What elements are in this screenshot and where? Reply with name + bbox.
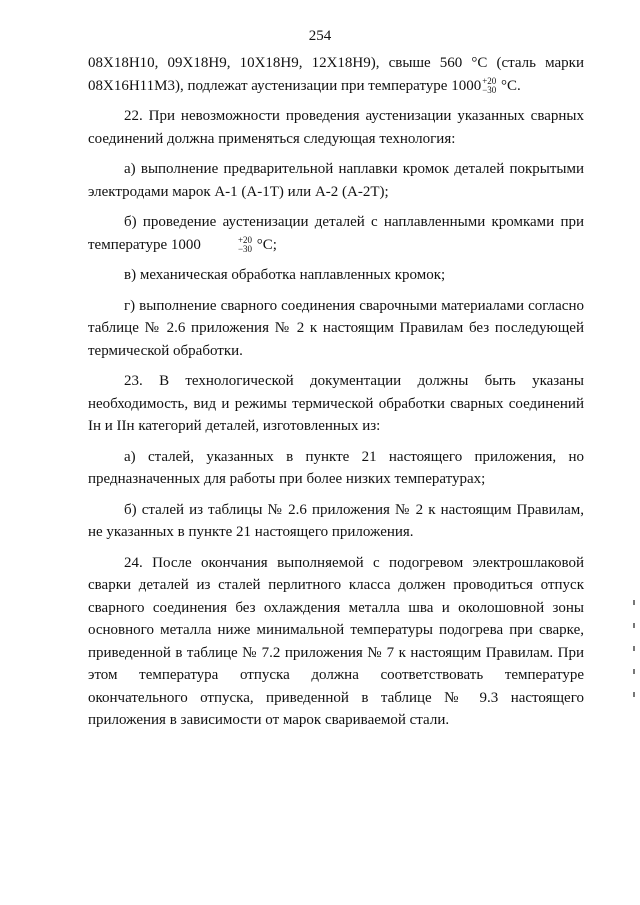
scan-mark xyxy=(633,646,635,651)
paragraph-24: 24. После окончания выполняемой с подогревом электрошлаковой сварки деталей из сталей перлитного класса должен проводиться отпуск сварного соединения без охлаждения металла шва и околошовной зоны основного металла ниже минимальной температуры подогрева при сварке, приведенной в таблице № 7.2 приложения № 7 к настоящим Правилам. При этом температура отпуска должна соответствовать температуре окончательного отпуска, приведенной в таблице № 9.3 настоящего приложения в зависимости от марок свариваемой стали. xyxy=(88,554,584,728)
document-body xyxy=(88,52,584,740)
temperature-tolerance xyxy=(482,77,496,95)
scan-mark xyxy=(633,669,635,674)
temperature-tolerance xyxy=(202,236,252,254)
paragraph-23-b: б) сталей из таблицы № 2.6 приложения № 2 к настоящим Правилам, не указанных в пункте 21 настоящего приложения. xyxy=(88,501,584,540)
scan-mark xyxy=(633,623,635,628)
text-run: б) проведение аустенизации деталей с наплавленными кромками при температуре 1000 xyxy=(88,214,584,253)
paragraph-22-g: г) выполнение сварного соединения сварочными материалами согласно таблице № 2.6 приложения № 2 к настоящим Правилам без последующей термической обработки. xyxy=(88,297,584,359)
tolerance-lower: −30 xyxy=(237,244,253,255)
paragraph-23: 23. В технологической документации должны быть указаны необходимость, вид и режимы термической обработки сварных соединений Iн и IIн категорий деталей, изготовленных из: xyxy=(88,373,584,434)
text-run: °С. xyxy=(501,77,521,94)
paragraph-continuation xyxy=(88,52,584,97)
text-run: 08Х18Н10, 09Х18Н9, 10Х18Н9, 12Х18Н9), свыше 560 °С (сталь марки 08Х16Н11М3), подлежат аустенизации при температуре 1000 xyxy=(88,55,584,94)
paragraph-23-a: а) сталей, указанных в пункте 21 настоящего приложения, но предназначенных для работы при более низких температурах; xyxy=(88,448,584,487)
paragraph-22-v: в) механическая обработка наплавленных кромок; xyxy=(124,267,446,283)
scan-mark xyxy=(633,600,635,605)
paragraph-22-b xyxy=(88,211,584,256)
paragraph-22: 22. При невозможности проведения аустенизации указанных сварных соединений должна применяться следующая технология: xyxy=(88,108,584,147)
tolerance-upper: +20 xyxy=(482,76,497,87)
scan-margin-marks xyxy=(631,600,637,740)
tolerance-lower: −30 xyxy=(482,85,497,96)
paragraph-22-a: а) выполнение предварительной наплавки кромок деталей покрытыми электродами марок А-1 (А-1Т) или А-2 (А-2Т); xyxy=(88,161,584,200)
text-run: °С; xyxy=(256,236,277,253)
tolerance-upper: +20 xyxy=(237,235,253,246)
scan-mark xyxy=(633,692,635,697)
page-number: 254 xyxy=(308,28,332,44)
